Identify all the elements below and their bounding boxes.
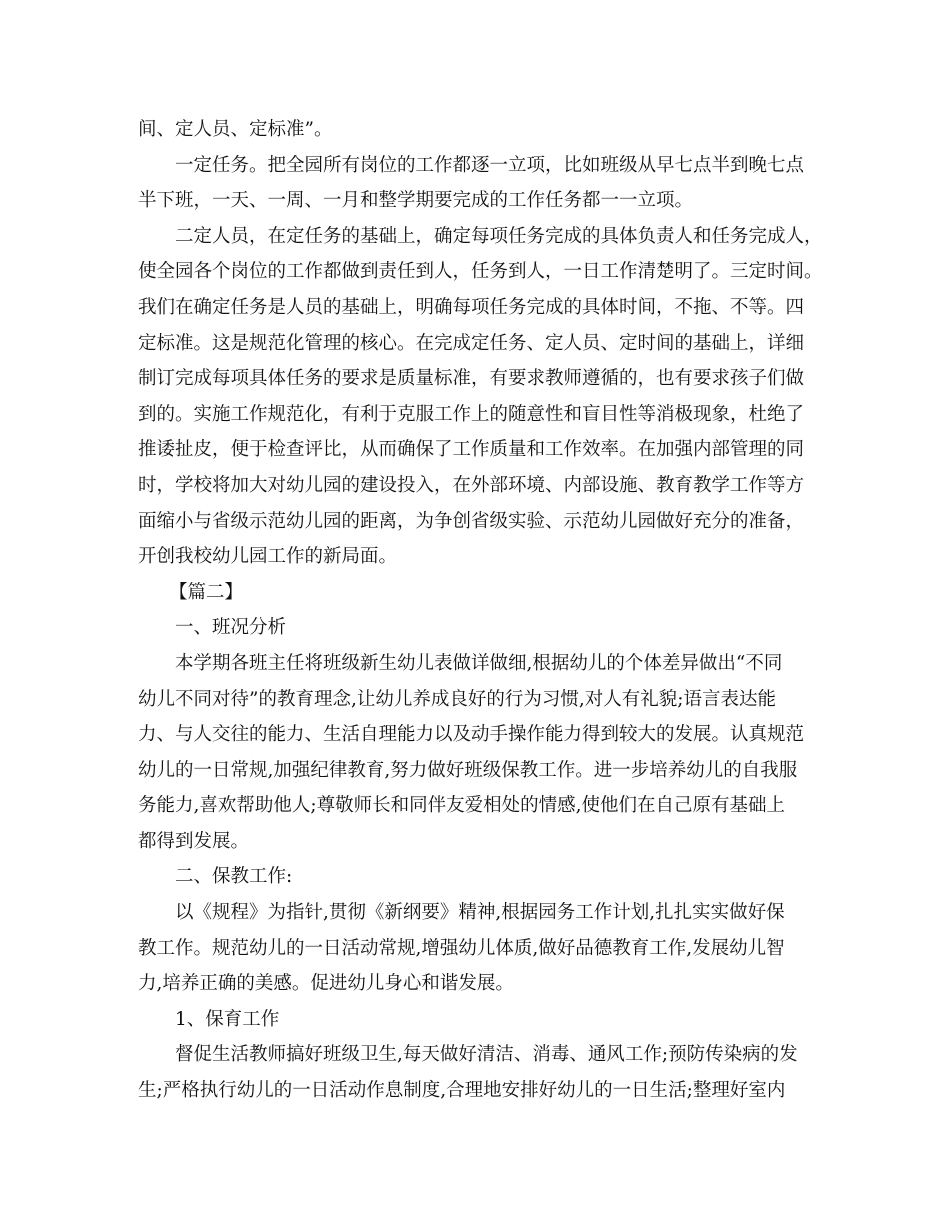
- text-line: 时，学校将加大对幼儿园的建设投入，在外部环境、内部设施、教育教学工作等方: [138, 474, 805, 496]
- document-body: [138, 112, 828, 1109]
- text-line: 制订完成每项具体任务的要求是质量标准，有要求教师遵循的，也有要求孩子们做: [138, 368, 805, 390]
- section-heading: 【篇二】: [169, 581, 244, 603]
- text-line: 都得到发展。: [138, 830, 250, 852]
- text-line: 推诿扯皮，便于检查评比，从而确保了工作质量和工作效率。在加强内部管理的同: [138, 439, 805, 461]
- text-line: 二定人员，在定任务的基础上，确定每项任务完成的具体负责人和任务完成人，: [175, 225, 823, 247]
- text-line: 一定任务。把全园所有岗位的工作都逐一立项，比如班级从早七点半到晚七点: [175, 154, 805, 176]
- text-line: 幼儿的一日常规,加强纪律教育,努力做好班级保教工作。进一步培养幼儿的自我服: [138, 759, 798, 781]
- text-line: 本学期各班主任将班级新生幼儿表做详做细,根据幼儿的个体差异做出“不同: [175, 652, 783, 674]
- text-line: 间、定人员、定标准”。: [138, 119, 333, 140]
- text-line: 力、与人交往的能力、生活自理能力以及动手操作能力得到较大的发展。认真规范: [138, 724, 805, 746]
- text-line: 教工作。规范幼儿的一日活动常规,增强幼儿体质,做好品德教育工作,发展幼儿智: [138, 937, 785, 959]
- text-line: 以《规程》为指针,贯彻《新纲要》精神,根据园务工作计划,扎扎实实做好保: [175, 902, 785, 924]
- text-line: 面缩小与省级示范幼儿园的距离，为争创省级实验、示范幼儿园做好充分的准备，: [138, 510, 805, 532]
- text-line: 开创我校幼儿园工作的新局面。: [138, 546, 398, 568]
- text-line: 定标准。这是规范化管理的核心。在完成定任务、定人员、定时间的基础上，详细: [138, 332, 805, 354]
- text-line: 督促生活教师搞好班级卫生,每天做好清洁、消毒、通风工作;预防传染病的发: [175, 1044, 798, 1066]
- text-line: 到的。实施工作规范化，有利于克服工作上的随意性和盲目性等消极现象，杜绝了: [138, 403, 805, 425]
- text-line: 使全园各个岗位的工作都做到责任到人，任务到人，一日工作清楚明了。三定时间。: [138, 261, 823, 283]
- text-line: 务能力,喜欢帮助他人;尊敬师长和同伴友爱相处的情感,使他们在自己原有基础上: [138, 795, 785, 817]
- subsection-heading: 1、保育工作: [175, 1008, 280, 1030]
- text-line: 幼儿不同对待”的教育理念,让幼儿养成良好的行为习惯,对人有礼貌;语言表达能: [138, 688, 776, 710]
- subsection-heading: 二、保教工作:: [175, 866, 293, 888]
- text-line: 半下班，一天、一周、一月和整学期要完成的工作任务都一一立项。: [138, 190, 694, 212]
- text-line: 我们在确定任务是人员的基础上，明确每项任务完成的具体时间，不拖、不等。四: [138, 296, 805, 318]
- text-line: 力,培养正确的美感。促进幼儿身心和谐发展。: [138, 973, 514, 995]
- subsection-heading: 一、班况分析: [175, 617, 287, 639]
- text-line: 生;严格执行幼儿的一日活动作息制度,合理地安排好幼儿的一日生活;整理好室内: [138, 1080, 786, 1102]
